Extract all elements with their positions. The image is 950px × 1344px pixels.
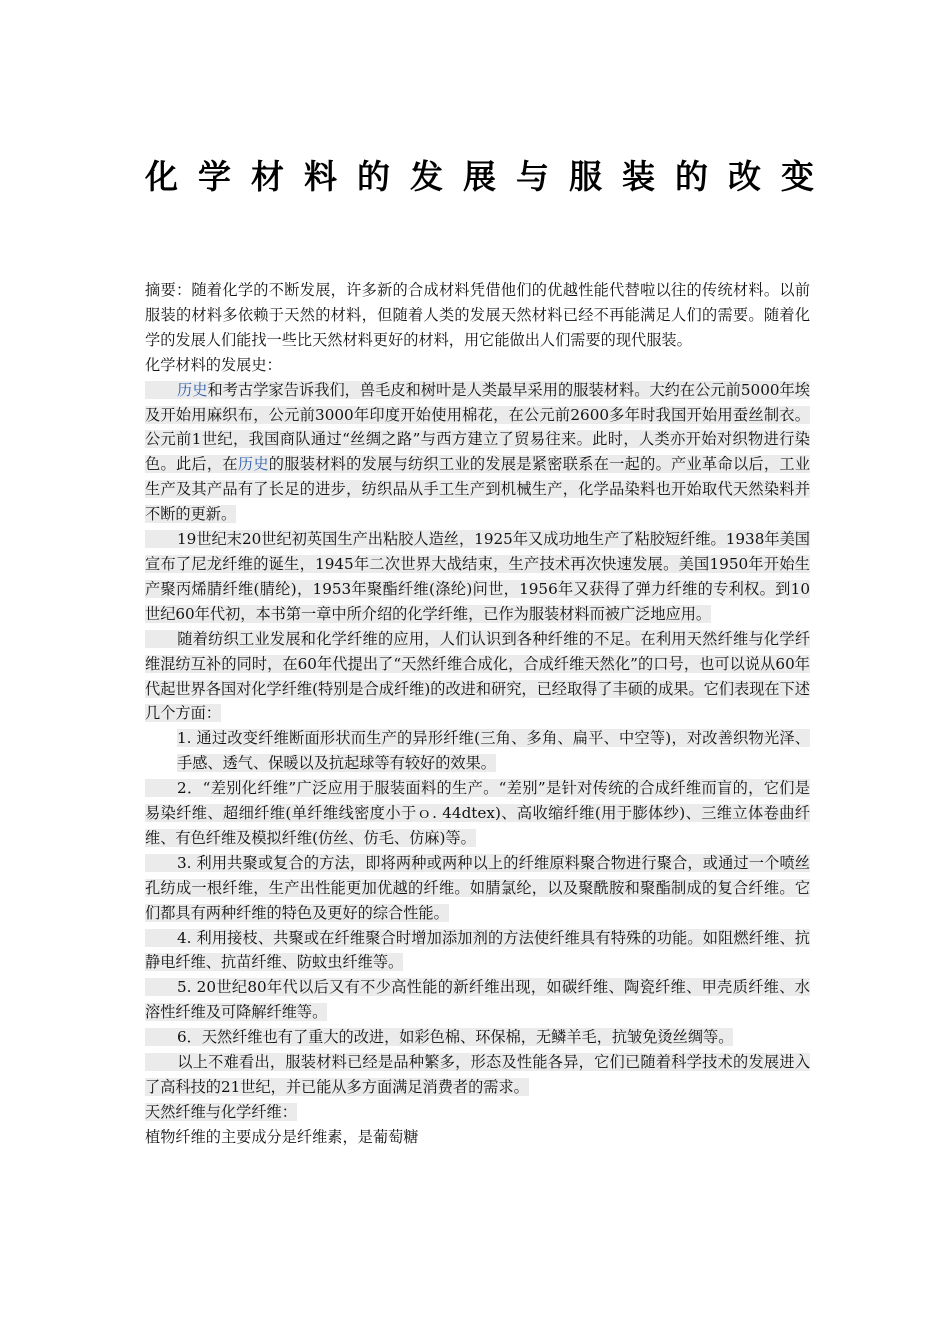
history-paragraph — [145, 378, 810, 527]
list-item-6 — [145, 1025, 810, 1050]
list-item-5-text: 5. 20世纪80年代以后又有不少高性能的新纤维出现，如碳纤维、陶瓷纤维、甲壳质纤维、水溶性纤维及可降解纤维等。 — [145, 978, 810, 1022]
fibers-heading — [145, 1100, 810, 1125]
history-link-1[interactable]: 历史 — [177, 380, 208, 399]
document-title: 化学材料的发展与服装的改变 — [145, 157, 834, 196]
history-link-2[interactable]: 历史 — [237, 455, 269, 474]
list-item-4-text: 4. 利用接枝、共聚或在纤维聚合时增加添加剂的方法使纤维具有特殊的功能。如阻燃纤维、抗静电纤维、抗苗纤维、防蚊虫纤维等。 — [145, 928, 810, 972]
document-body — [145, 278, 810, 1150]
plant-fiber-paragraph: 植物纤维的主要成分是纤维素，是葡萄糖 — [145, 1127, 419, 1146]
abstract-paragraph: 摘要：随着化学的不断发展，许多新的合成材料凭借他们的优越性能代替啦以往的传统材料。以前服装的材料多依赖于天然的材料，但随着人类的发展天然材料已经不再能满足人们的需要。随着化学的发展人们能找一些比天然材料更好的材料，用它能做出人们需要的现代服装。 — [145, 281, 810, 349]
paragraph-textile-industry-text: 随着纺织工业发展和化学纤维的应用，人们认识到各种纤维的不足。在利用天然纤维与化学纤维混纺互补的同时，在60年代提出了“天然纤维合成化，合成纤维天然化”的口号，也可以说从60年代起世界各国对化学纤维(特别是合成纤维)的改进和研究，已经取得了丰硕的成果。它们表现在下述几个方面： — [145, 629, 810, 723]
list-item-1 — [145, 726, 810, 776]
history-text-2: 的服装材料的发展与纺织工业的发展是紧密联系在一起的。产业革命以后，工业生产及其产品有了长足的进步，纺织品从手工生产到机械生产，化学品染料也开始取代天然染料并不断的更新。 — [145, 455, 811, 524]
list-item-6-text: 6．天然纤维也有了重大的改进，如彩色棉、环保棉，无鳞羊毛，抗皱免烫丝绸等。 — [177, 1028, 734, 1047]
list-item-2 — [145, 776, 810, 851]
paragraph-19th-century-text: 19世纪末20世纪初英国生产出粘胶人造丝，1925年又成功地生产了粘胶短纤维。1938年美国宣布了尼龙纤维的诞生，1945年二次世界大战结束，生产技术再次快速发展。美国1950年开始生产聚丙烯腈纤维(腈纶)，1953年聚酯纤维(涤纶)问世，1956年又获得了弹力纤维的专利权。到10世纪60年代初，本书第一章中所介绍的化学纤维，已作为服装材料而被广泛地应用。 — [145, 530, 810, 623]
history-text-1: 和考古学家告诉我们，兽毛皮和树叶是人类最早采用的服装材料。大约在公元前5000年埃及开始用麻织布，公元前3000年印度开始使用棉花，在公元前2600多年时我国开始用蚕丝制衣。公元前1世纪，我国商队通过“丝绸之路”与西方建立了贸易往来。此时，人类亦开始对织物进行染色。此后，在 — [145, 380, 810, 474]
list-item-4 — [145, 926, 810, 976]
paragraph-textile-industry — [145, 627, 810, 727]
history-heading: 化学材料的发展史： — [145, 355, 282, 374]
list-item-3-text: 3. 利用共聚或复合的方法，即将两种或两种以上的纤维原料聚合物进行聚合，或通过一个喷丝孔纺成一根纤维，生产出性能更加优越的纤维。如腈氯纶，以及聚酰胺和聚酯制成的复合纤维。它们都具有两种纤维的特色及更好的综合性能。 — [145, 853, 810, 922]
list-item-2-text: 2．“差别化纤维”广泛应用于服装面料的生产。“差别”是针对传统的合成纤维而盲的，它们是易染纤维、超细纤维(单纤维线密度小于ｏ. 44dtex)、高收缩纤维(用于膨体纱)、三维立体卷曲纤维、有色纤维及模拟纤维(仿丝、仿毛、仿麻)等。 — [145, 779, 810, 847]
paragraph-19th-century — [145, 527, 810, 627]
fibers-heading-text: 天然纤维与化学纤维： — [145, 1102, 297, 1121]
list-item-3 — [145, 851, 810, 926]
conclusion-text: 以上不难看出，服装材料已经是品种繁多，形态及性能各异，它们已随着科学技术的发展进入了高科技的21世纪，并已能从多方面满足消费者的需求。 — [145, 1053, 810, 1096]
list-item-5 — [145, 975, 810, 1025]
conclusion-paragraph — [145, 1050, 810, 1100]
list-item-1-text: 1. 通过改变纤维断面形状而生产的异形纤维(三角、多角、扁平、中空等)，对改善织物光泽、手感、透气、保暖以及抗起球等有较好的效果。 — [177, 729, 810, 773]
